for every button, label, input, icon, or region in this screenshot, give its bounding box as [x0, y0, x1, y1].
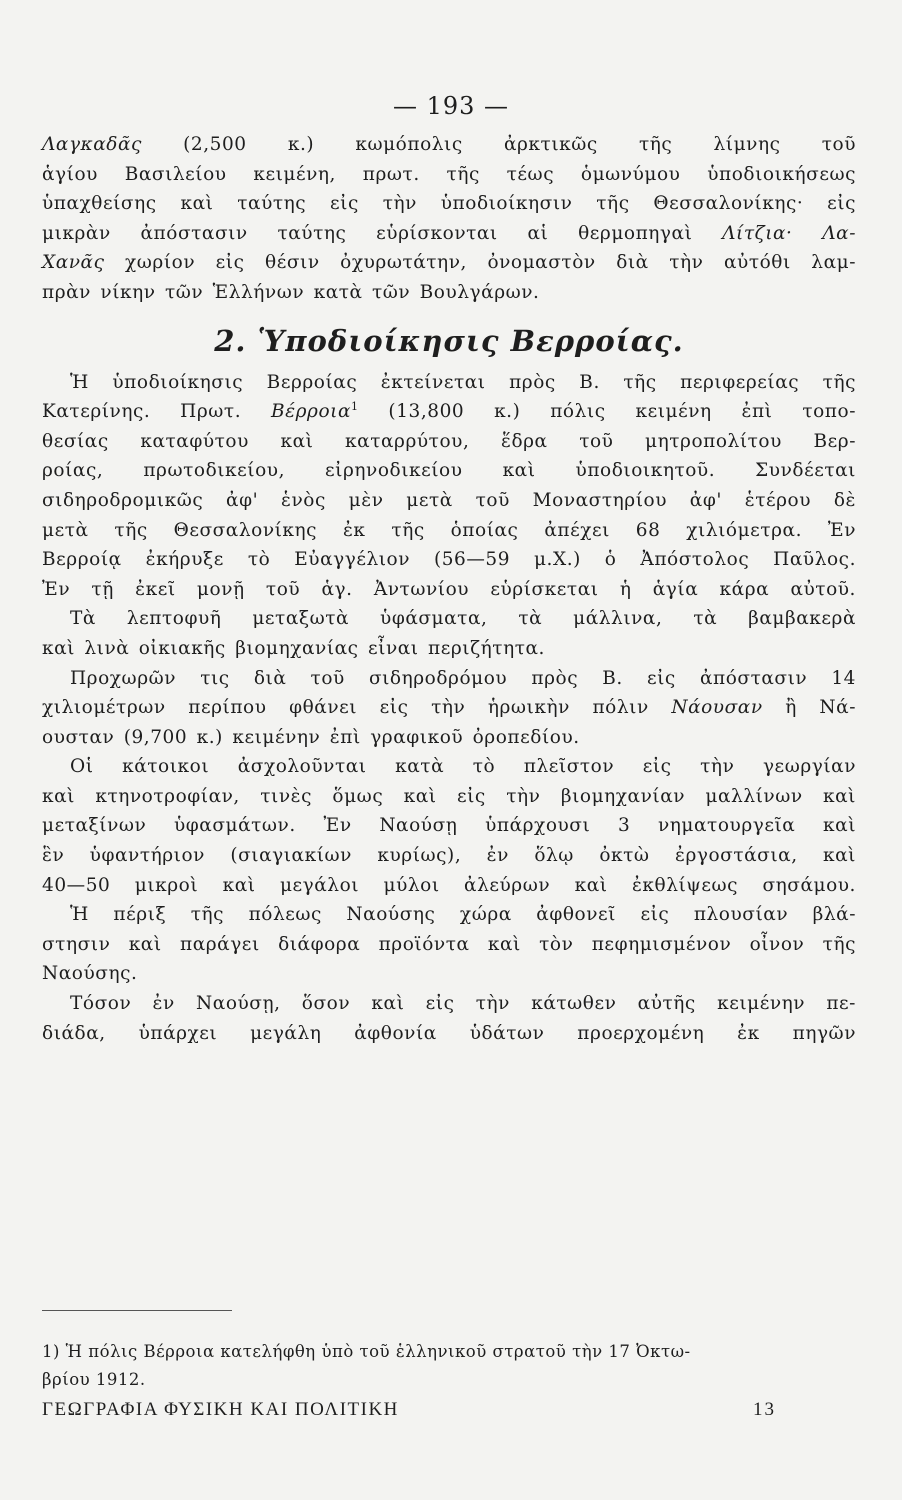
text-segment: χωρίον εἰς θέσιν ὀχυρωτάτην, ὀνομαστὸν διὰ τὴν αὐτόθι λαμ-	[104, 252, 856, 274]
text-line: Ναούσης.	[42, 963, 138, 985]
footnote-marker: 1	[351, 400, 359, 413]
place-name: Νάουσαν	[671, 697, 763, 719]
place-name: Λαγκαδᾶς	[42, 134, 142, 155]
text-segment: χιλιομέτρων περίπου φθάνει εἰς τὴν ἡρωικὴν πόλιν	[42, 697, 672, 719]
footer-title: ΓΕΩΓΡΑΦΙΑ ΦΥΣΙΚΗ ΚΑΙ ΠΟΛΙΤΙΚΗ	[42, 1399, 399, 1420]
text-line: Ἡ ὑποδιοίκησις Βερροίας ἐκτείνεται πρὸς Β. τῆς περιφερείας τῆς	[70, 371, 856, 393]
text-line: στησιν καὶ παράγει διάφορα προϊόντα καὶ τὸν πεφημισμένον οἶνον τῆς	[42, 933, 856, 955]
place-name: Χανᾶς	[42, 252, 105, 274]
text-line: θεσίας καταφύτου καὶ καταρρύτου, ἕδρα τοῦ μητροπολίτου Βερ-	[42, 430, 856, 452]
text-segment: (2,500 κ.) κωμόπολις ἀρκτικῶς τῆς λίμνης τοῦ	[141, 134, 856, 155]
text-line: Τόσον ἐν Ναούσῃ, ὅσον καὶ εἰς τὴν κάτωθεν αὐτῆς κειμένην πε-	[70, 993, 856, 1015]
text-line: 40—50 μικροὶ καὶ μεγάλοι μύλοι ἀλεύρων καὶ ἐκθλίψεως σησάμου.	[42, 874, 856, 896]
place-name: Βέρροια	[271, 401, 352, 423]
text-line: ἁγίου Βασιλείου κειμένη, πρωτ. τῆς τέως ὁμωνύμου ὑποδιοικήσεως	[42, 163, 856, 185]
text-line: σιδηροδρομικῶς ἀφ' ἑνὸς μὲν μετὰ τοῦ Μοναστηρίου ἀφ' ἑτέρου δὲ	[42, 489, 856, 511]
text-line: ουσταν (9,700 κ.) κειμένην ἐπὶ γραφικοῦ ὀροπεδίου.	[42, 726, 580, 748]
text-line: Ἡ πέριξ τῆς πόλεως Ναούσης χώρα ἀφθονεῖ εἰς πλουσίαν βλά-	[70, 904, 856, 926]
text-line: Τὰ λεπτοφυῆ μεταξωτὰ ὑφάσματα, τὰ μάλλινα, τὰ βαμβακερὰ	[70, 608, 856, 630]
place-name: Λίτζια· Λα-	[722, 222, 856, 244]
page-number: — 193 —	[392, 92, 510, 120]
footnote-divider	[42, 1310, 232, 1311]
text-line: πρὰν νίκην τῶν Ἑλλήνων κατὰ τῶν Βουλγάρων.	[42, 281, 540, 303]
text-line: καὶ λινὰ οἰκιακῆς βιομηχανίας εἶναι περιζήτητα.	[42, 637, 545, 659]
footnote	[42, 1338, 856, 1394]
body-text	[42, 130, 856, 1048]
text-line: Οἱ κάτοικοι ἀσχολοῦνται κατὰ τὸ πλεῖστον εἰς τὴν γεωργίαν	[70, 756, 856, 778]
text-line: Βερροίᾳ ἐκήρυξε τὸ Εὐαγγέλιον (56—59 μ.Χ.) ὁ Ἀπόστολος Παῦλος.	[42, 549, 856, 571]
text-segment: Κατερίνης. Πρωτ.	[42, 401, 271, 423]
text-line: μετὰ τῆς Θεσσαλονίκης ἐκ τῆς ὁποίας ἀπέχει 68 χιλιόμετρα. Ἐν	[42, 519, 856, 541]
footnote-line: βρίου 1912.	[42, 1370, 146, 1389]
text-segment: (13,800 κ.) πόλις κειμένη ἐπὶ τοπο-	[358, 401, 857, 423]
text-line: καὶ κτηνοτροφίαν, τινὲς ὅμως καὶ εἰς τὴν βιομηχανίαν μαλλίνων καὶ	[42, 785, 856, 807]
text-line	[42, 248, 856, 278]
text-line: ἓν ὑφαντήριον (σιαγιακίων κυρίως), ἐν ὅλῳ ὀκτὼ ἐργοστάσια, καὶ	[42, 845, 856, 867]
text-line: ροίας, πρωτοδικείου, εἰρηνοδικείου καὶ ὑποδιοικητοῦ. Συνδέεται	[42, 460, 856, 482]
page-footer	[42, 1395, 856, 1425]
text-line: ὑπαχθείσης καὶ ταύτης εἰς τὴν ὑποδιοίκησιν τῆς Θεσσαλονίκης· εἰς	[42, 193, 856, 215]
text-segment: μικρὰν ἀπόστασιν ταύτης εὑρίσκονται αἱ θερμοπηγαὶ	[42, 222, 723, 244]
text-line	[42, 219, 856, 249]
text-line	[42, 693, 856, 723]
text-line	[42, 397, 856, 427]
section-heading: 2. Ὑποδιοίκησις Βερροίας.	[214, 323, 684, 358]
text-line	[42, 130, 856, 160]
text-segment: ἢ Νά-	[762, 697, 856, 719]
text-line: Ἐν τῇ ἐκεῖ μονῇ τοῦ ἁγ. Ἀντωνίου εὑρίσκεται ἡ ἁγία κάρα αὐτοῦ.	[42, 578, 856, 600]
text-line: μεταξίνων ὑφασμάτων. Ἐν Ναούσῃ ὑπάρχουσι 3 νηματουργεῖα καὶ	[42, 815, 856, 837]
text-line: Προχωρῶν τις διὰ τοῦ σιδηροδρόμου πρὸς Β. εἰς ἀπόστασιν 14	[70, 667, 856, 689]
text-line: διάδα, ὑπάρχει μεγάλη ἀφθονία ὑδάτων προερχομένη ἐκ πηγῶν	[42, 1022, 856, 1044]
footnote-line: 1) Ἡ πόλις Βέρροια κατελήφθη ὑπὸ τοῦ ἑλληνικοῦ στρατοῦ τὴν 17 Ὀκτω-	[42, 1342, 691, 1361]
signature-mark: 13	[753, 1399, 776, 1420]
